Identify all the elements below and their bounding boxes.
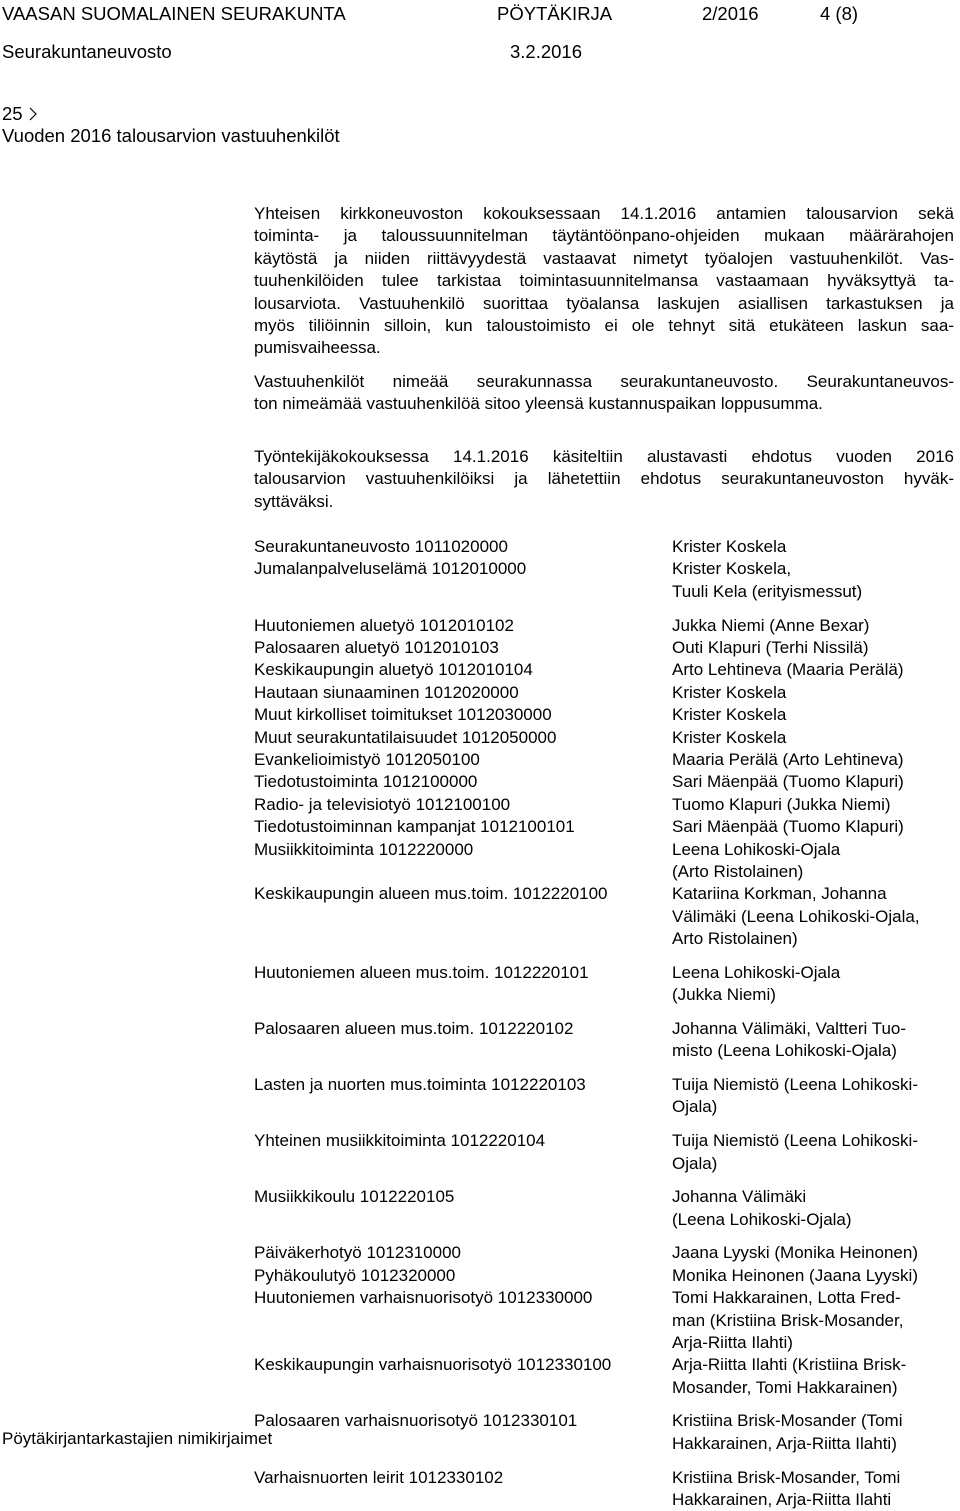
person-line: Arja-Riitta Ilahti (Kristiina Brisk-: [672, 1354, 906, 1376]
person-line: Ojala): [672, 1096, 918, 1118]
section-number: 25: [2, 103, 23, 125]
person-line: misto (Leena Lohikoski-Ojala): [672, 1040, 906, 1062]
person-line: Krister Koskela: [672, 704, 786, 726]
document-type: PÖYTÄKIRJA: [497, 2, 612, 26]
person-line: Välimäki (Leena Lohikoski-Ojala,: [672, 906, 920, 928]
responsible-persons: [672, 749, 904, 771]
responsible-persons: [672, 771, 904, 793]
cost-center: Lasten ja nuorten mus.toiminta 1012220103: [254, 1074, 586, 1096]
cost-center: Palosaaren varhaisnuorisotyö 1012330101: [254, 1410, 577, 1432]
cost-center: Keskikaupungin alueen mus.toim. 1012220100: [254, 883, 607, 905]
person-line: Kristiina Brisk-Mosander (Tomi: [672, 1410, 903, 1432]
paragraph-line: talousarvion vastuuhenkilöiksi ja lähetettiin ehdotus seurakuntaneuvoston hyväk-: [254, 468, 954, 490]
paragraph-line: lousarviota. Vastuuhenkilö suorittaa työalansa laskujen asiallisen tarkastuksen ja: [254, 293, 954, 315]
person-line: Ojala): [672, 1153, 918, 1175]
cost-center: Keskikaupungin varhaisnuorisotyö 1012330100: [254, 1354, 611, 1376]
person-line: Hakkarainen, Arja-Riitta Ilahti): [672, 1433, 903, 1455]
paragraph-line: Yhteisen kirkkoneuvoston kokouksessaan 14.1.2016 antamien talousarvion sekä: [254, 203, 954, 225]
cost-center: Tiedotustoiminnan kampanjat 1012100101: [254, 816, 575, 838]
person-line: (Leena Lohikoski-Ojala): [672, 1209, 852, 1231]
paragraph-3: [254, 446, 954, 513]
responsible-persons: [672, 1467, 900, 1511]
responsible-persons: [672, 727, 786, 749]
section-title: Vuoden 2016 talousarvion vastuuhenkilöt: [2, 125, 340, 147]
person-line: Jaana Lyyski (Monika Heinonen): [672, 1242, 918, 1264]
person-line: Krister Koskela: [672, 536, 786, 558]
person-line: Kristiina Brisk-Mosander, Tomi: [672, 1467, 900, 1489]
person-line: Monika Heinonen (Jaana Lyyski): [672, 1265, 918, 1287]
responsible-persons: [672, 883, 920, 950]
section-number-row: [2, 103, 340, 125]
person-line: Katariina Korkman, Johanna: [672, 883, 920, 905]
meeting-date: 3.2.2016: [510, 40, 582, 64]
responsible-persons: [672, 615, 869, 637]
person-line: Arto Lehtineva (Maaria Perälä): [672, 659, 904, 681]
paragraph-line: Vastuuhenkilöt nimeää seurakunnassa seurakuntaneuvosto. Seurakuntaneuvos-: [254, 371, 954, 393]
cost-center: Yhteinen musiikkitoiminta 1012220104: [254, 1130, 545, 1152]
responsible-persons: [672, 682, 786, 704]
cost-center: Evankelioimistyö 1012050100: [254, 749, 480, 771]
person-line: Tuija Niemistö (Leena Lohikoski-: [672, 1074, 918, 1096]
cost-center: Huutoniemen alueen mus.toim. 1012220101: [254, 962, 589, 984]
person-line: Maaria Perälä (Arto Lehtineva): [672, 749, 904, 771]
document-number: 2/2016: [702, 2, 759, 26]
person-line: Tuija Niemistö (Leena Lohikoski-: [672, 1130, 918, 1152]
cost-center: Hautaan siunaaminen 1012020000: [254, 682, 519, 704]
cost-center: Tiedotustoiminta 1012100000: [254, 771, 477, 793]
person-line: Krister Koskela: [672, 682, 786, 704]
person-line: Krister Koskela: [672, 727, 786, 749]
cost-center: Varhaisnuorten leirit 1012330102: [254, 1467, 503, 1489]
cost-center: Keskikaupungin aluetyö 1012010104: [254, 659, 533, 681]
person-line: Tuomo Klapuri (Jukka Niemi): [672, 794, 891, 816]
person-line: Tomi Hakkarainen, Lotta Fred-: [672, 1287, 903, 1309]
responsible-persons: [672, 1354, 906, 1399]
paragraph-line: ton nimeämää vastuuhenkilöä sitoo yleensä kustannuspaikan loppusumma.: [254, 393, 954, 415]
organization-name: VAASAN SUOMALAINEN SEURAKUNTA: [2, 2, 346, 26]
person-line: (Jukka Niemi): [672, 984, 840, 1006]
paragraph-line: pumisvaiheessa.: [254, 337, 954, 359]
person-line: Mosander, Tomi Hakkarainen): [672, 1377, 906, 1399]
person-line: Arto Ristolainen): [672, 928, 920, 950]
paragraph-line: toiminta- ja taloussuunnitelman täytäntöönpano-ohjeiden mukaan määrärahojen: [254, 225, 954, 247]
responsible-persons: [672, 558, 862, 603]
responsible-persons: [672, 839, 840, 884]
section-mark-icon: [29, 107, 38, 121]
responsible-persons: [672, 1410, 903, 1455]
responsible-persons: [672, 1130, 918, 1175]
person-line: Johanna Välimäki: [672, 1186, 852, 1208]
cost-center: Palosaaren aluetyö 1012010103: [254, 637, 499, 659]
cost-center: Jumalanpalveluselämä 1012010000: [254, 558, 526, 580]
cost-center: Musiikkitoiminta 1012220000: [254, 839, 473, 861]
person-line: Leena Lohikoski-Ojala: [672, 962, 840, 984]
responsible-persons: [672, 659, 904, 681]
person-line: Outi Klapuri (Terhi Nissilä): [672, 637, 869, 659]
paragraph-2: [254, 371, 954, 416]
responsible-persons: [672, 1265, 918, 1287]
meeting-body: Seurakuntaneuvosto: [2, 40, 172, 64]
cost-center: Huutoniemen aluetyö 1012010102: [254, 615, 514, 637]
responsible-persons: [672, 1018, 906, 1063]
person-line: Hakkarainen, Arja-Riitta Ilahti: [672, 1489, 900, 1511]
person-line: Jukka Niemi (Anne Bexar): [672, 615, 869, 637]
person-line: Sari Mäenpää (Tuomo Klapuri): [672, 771, 904, 793]
page-number: 4 (8): [820, 2, 858, 26]
responsible-persons: [672, 962, 840, 1007]
person-line: Leena Lohikoski-Ojala: [672, 839, 840, 861]
person-line: (Arto Ristolainen): [672, 861, 840, 883]
cost-center: Musiikkikoulu 1012220105: [254, 1186, 454, 1208]
paragraph-1: [254, 203, 954, 360]
paragraph-line: myös tiliöinnin silloin, kun taloustoimisto ei ole tehnyt sitä etukäteen laskun saa-: [254, 315, 954, 337]
responsible-persons: [672, 1074, 918, 1119]
cost-center: Muut seurakuntatilaisuudet 1012050000: [254, 727, 556, 749]
responsible-persons: [672, 536, 786, 558]
person-line: Arja-Riitta Ilahti): [672, 1332, 903, 1354]
paragraph-line: käytöstä ja niiden riittävyydestä vastaavat nimetyt työalojen vastuuhenkilöt. Vas-: [254, 248, 954, 270]
cost-center: Päiväkerhotyö 1012310000: [254, 1242, 461, 1264]
responsible-persons: [672, 1242, 918, 1264]
paragraph-line: tuuhenkilöiden tulee tarkistaa toimintasuunnitelmansa vastaamaan hyväksyttyä ta-: [254, 270, 954, 292]
footer-label: Pöytäkirjantarkastajien nimikirjaimet: [2, 1428, 272, 1450]
responsible-persons: [672, 637, 869, 659]
person-line: Sari Mäenpää (Tuomo Klapuri): [672, 816, 904, 838]
paragraph-line: syttäväksi.: [254, 491, 954, 513]
cost-center: Radio- ja televisiotyö 1012100100: [254, 794, 510, 816]
cost-center: Seurakuntaneuvosto 1011020000: [254, 536, 508, 558]
responsible-persons: [672, 794, 891, 816]
paragraph-line: Työntekijäkokouksessa 14.1.2016 käsiteltiin alustavasti ehdotus vuoden 2016: [254, 446, 954, 468]
person-line: Johanna Välimäki, Valtteri Tuo-: [672, 1018, 906, 1040]
person-line: Tuuli Kela (erityismessut): [672, 581, 862, 603]
section-heading: [2, 103, 340, 147]
responsible-persons: [672, 816, 904, 838]
responsible-persons: [672, 1287, 903, 1354]
cost-center: Huutoniemen varhaisnuorisotyö 1012330000: [254, 1287, 592, 1309]
cost-center: Muut kirkolliset toimitukset 1012030000: [254, 704, 552, 726]
cost-center: Pyhäkoulutyö 1012320000: [254, 1265, 455, 1287]
person-line: man (Kristiina Brisk-Mosander,: [672, 1310, 903, 1332]
cost-center: Palosaaren alueen mus.toim. 1012220102: [254, 1018, 573, 1040]
person-line: Krister Koskela,: [672, 558, 862, 580]
responsible-persons: [672, 704, 786, 726]
responsible-persons: [672, 1186, 852, 1231]
